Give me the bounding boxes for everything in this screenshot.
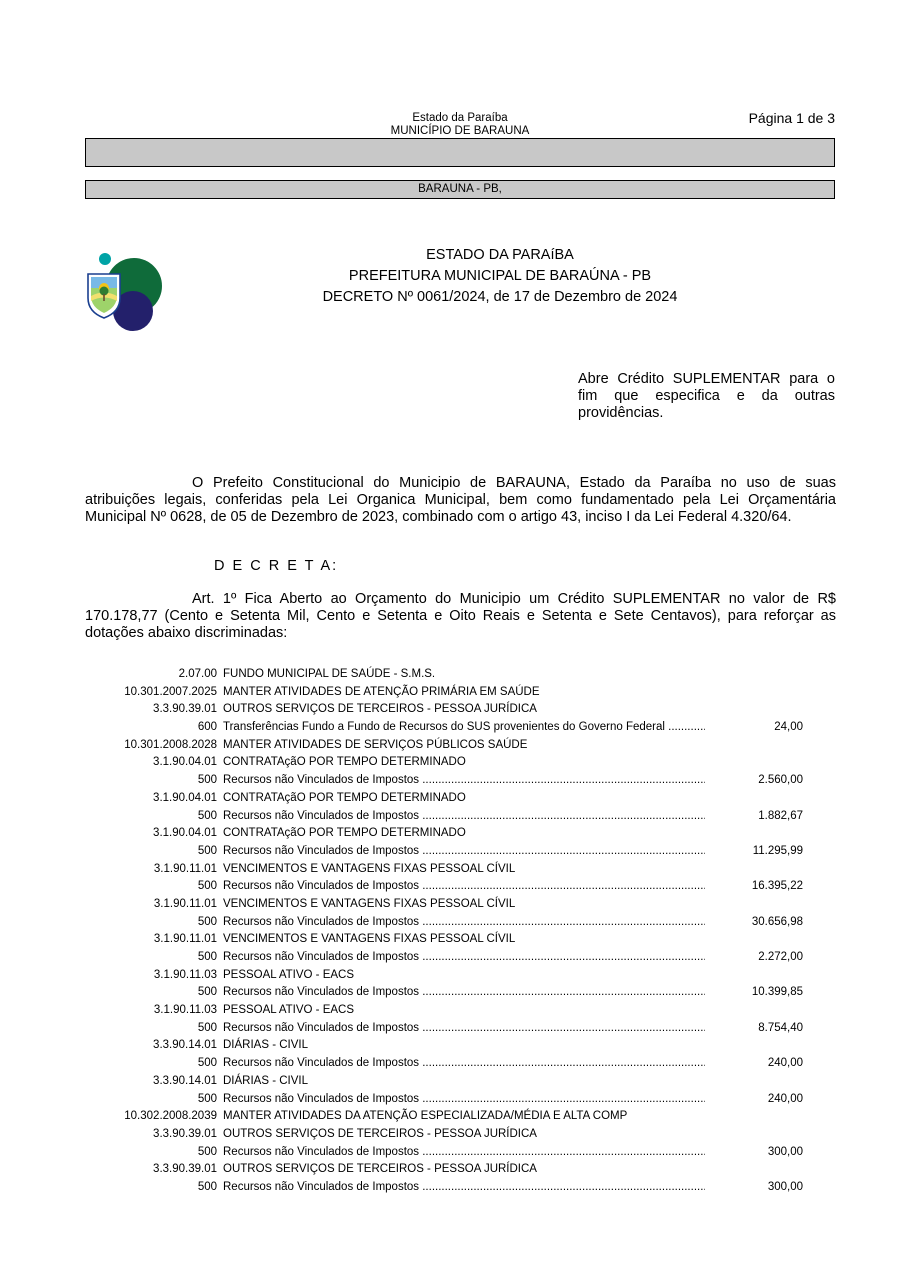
budget-code: 3.3.90.39.01 — [153, 1127, 217, 1140]
budget-description: DIÁRIAS - CIVIL — [223, 1074, 308, 1087]
budget-description: MANTER ATIVIDADES DE SERVIÇOS PÚBLICOS SAÚDE — [223, 738, 528, 751]
document-header — [360, 112, 560, 138]
page-number: Página 1 de 3 — [748, 110, 835, 126]
budget-source: Recursos não Vinculados de Impostos ..... — [223, 949, 705, 967]
budget-amount: 24,00 — [774, 721, 803, 734]
table-row — [0, 1108, 900, 1126]
budget-source: Recursos não Vinculados de Impostos ..... — [223, 843, 705, 861]
table-row — [0, 1091, 900, 1109]
budget-source: Recursos não Vinculados de Impostos ..... — [223, 772, 705, 790]
budget-code: 3.3.90.39.01 — [153, 703, 217, 716]
budget-description: PESSOAL ATIVO - EACS — [223, 1004, 355, 1017]
table-row — [0, 1055, 900, 1073]
budget-description: MANTER ATIVIDADES DA ATENÇÃO ESPECIALIZADA/MÉDIA E ALTA COMP — [223, 1110, 628, 1123]
budget-amount: 1.882,67 — [758, 809, 803, 822]
budget-code: 500 — [197, 809, 217, 822]
table-row — [0, 684, 900, 702]
table-row — [0, 666, 900, 684]
budget-source: Recursos não Vinculados de Impostos ..... — [223, 1020, 705, 1038]
budget-code: 3.3.90.14.01 — [153, 1074, 217, 1087]
budget-amount: 10.399,85 — [751, 986, 803, 999]
table-row — [0, 808, 900, 826]
budget-source: Recursos não Vinculados de Impostos ..... — [223, 878, 705, 896]
budget-description: CONTRATAçãO POR TEMPO DETERMINADO — [223, 791, 466, 804]
table-row — [0, 1144, 900, 1162]
decreta-heading: D E C R E T A: — [214, 558, 339, 574]
table-row — [0, 861, 900, 879]
budget-amount: 30.656,98 — [751, 915, 803, 928]
budget-description: OUTROS SERVIÇOS DE TERCEIROS - PESSOA JURÍDICA — [223, 1127, 537, 1140]
budget-description: DIÁRIAS - CIVIL — [223, 1039, 308, 1052]
state-line: Estado da Paraíba — [412, 112, 508, 124]
table-row — [0, 878, 900, 896]
table-row — [0, 790, 900, 808]
budget-description: VENCIMENTOS E VANTAGENS FIXAS PESSOAL CÍVIL — [223, 897, 516, 910]
table-row — [0, 825, 900, 843]
budget-code: 3.1.90.04.01 — [153, 827, 217, 840]
budget-description: VENCIMENTOS E VANTAGENS FIXAS PESSOAL CÍVIL — [223, 862, 516, 875]
budget-code: 3.1.90.11.01 — [153, 897, 217, 910]
budget-code: 3.1.90.11.03 — [153, 968, 217, 981]
budget-code: 3.1.90.11.01 — [153, 933, 217, 946]
table-row — [0, 1179, 900, 1197]
budget-code: 500 — [197, 951, 217, 963]
table-row — [0, 1073, 900, 1091]
budget-code: 3.1.90.04.01 — [153, 791, 217, 804]
budget-code: 3.3.90.39.01 — [153, 1163, 217, 1176]
budget-source: Recursos não Vinculados de Impostos ..... — [223, 1091, 705, 1109]
budget-code: 500 — [197, 774, 217, 787]
budget-code: 3.3.90.14.01 — [153, 1039, 217, 1052]
budget-code: 3.1.90.11.01 — [153, 862, 217, 875]
table-row — [0, 1037, 900, 1055]
table-row — [0, 772, 900, 790]
preamble: O Prefeito Constitucional do Municipio de BARAUNA, Estado da Paraíba no uso de suas atribuições legais, conferidas pela Lei Organica Municipal, bem como fundamentado pela Lei Orçamentária Municipal Nº 0628, de 05 de Dezembro de 2023, combinado com o artigo 43, inciso I da Lei Federal 4.320/64. — [85, 475, 836, 525]
table-row — [0, 949, 900, 967]
budget-code: 500 — [197, 844, 217, 857]
budget-code: 500 — [197, 915, 217, 928]
table-row — [0, 914, 900, 932]
table-row — [0, 737, 900, 755]
table-row — [0, 984, 900, 1002]
table-row — [0, 1002, 900, 1020]
budget-amount: 16.395,22 — [751, 880, 803, 893]
budget-code: 500 — [197, 986, 217, 999]
budget-description: CONTRATAçãO POR TEMPO DETERMINADO — [223, 756, 466, 769]
budget-code: 500 — [197, 1092, 217, 1105]
budget-source: Recursos não Vinculados de Impostos ..... — [223, 984, 705, 1002]
article-1: Art. 1º Fica Aberto ao Orçamento do Municipio um Crédito SUPLEMENTAR no valor de R$ 170.178,77 (Cento e Setenta Mil, Cento e Setenta e Oito Reais e Setenta e Sete Centavos), para reforçar as dotações abaixo discriminadas: — [85, 591, 836, 641]
budget-source: Recursos não Vinculados de Impostos ..... — [223, 808, 705, 826]
budget-code: 500 — [197, 880, 217, 893]
budget-source: Transferências Fundo a Fundo de Recursos do SUS provenientes do Governo Federal ..... — [223, 719, 705, 737]
title-decree-number: DECRETO Nº 0061/2024, de 17 de Dezembro de 2024 — [322, 289, 678, 305]
municipal-logo-icon — [84, 248, 170, 334]
budget-code: 500 — [197, 1180, 217, 1193]
budget-description: CONTRATAçãO POR TEMPO DETERMINADO — [223, 827, 466, 840]
table-row — [0, 1020, 900, 1038]
budget-source: Recursos não Vinculados de Impostos ..... — [223, 1055, 705, 1073]
table-row — [0, 1161, 900, 1179]
budget-code: 500 — [197, 1021, 217, 1034]
budget-code: 10.302.2008.2039 — [124, 1110, 217, 1123]
budget-source: Recursos não Vinculados de Impostos ..... — [223, 1179, 705, 1197]
budget-code: 3.1.90.04.01 — [153, 756, 217, 769]
budget-description: VENCIMENTOS E VANTAGENS FIXAS PESSOAL CÍVIL — [223, 933, 516, 946]
table-row — [0, 843, 900, 861]
budget-amount: 240,00 — [767, 1057, 803, 1070]
budget-description: OUTROS SERVIÇOS DE TERCEIROS - PESSOA JURÍDICA — [223, 703, 537, 716]
budget-description: PESSOAL ATIVO - EACS — [223, 968, 355, 981]
ementa: Abre Crédito SUPLEMENTAR para o fim que especifica e da outras providências. — [578, 371, 835, 421]
table-row — [0, 931, 900, 949]
budget-code: 10.301.2007.2025 — [124, 685, 217, 698]
budget-amount: 2.272,00 — [758, 951, 803, 963]
budget-code: 2.07.00 — [178, 668, 217, 680]
budget-source: Recursos não Vinculados de Impostos ..... — [223, 914, 705, 932]
table-row — [0, 967, 900, 985]
title-prefecture: PREFEITURA MUNICIPAL DE BARAÚNA - PB — [348, 268, 652, 284]
budget-source: Recursos não Vinculados de Impostos ..... — [223, 1144, 705, 1162]
header-gray-bar — [85, 138, 835, 167]
budget-code: 500 — [197, 1057, 217, 1070]
title-state: ESTADO DA PARAíBA — [426, 247, 574, 263]
budget-description: OUTROS SERVIÇOS DE TERCEIROS - PESSOA JURÍDICA — [223, 1163, 537, 1176]
table-row — [0, 701, 900, 719]
budget-amount: 11.295,99 — [752, 844, 803, 857]
table-row — [0, 896, 900, 914]
budget-amount: 300,00 — [767, 1180, 803, 1193]
budget-amount: 240,00 — [767, 1092, 803, 1105]
budget-code: 500 — [197, 1145, 217, 1158]
budget-code: 600 — [197, 721, 217, 734]
budget-amount: 2.560,00 — [758, 774, 803, 787]
budget-code: 10.301.2008.2028 — [124, 738, 217, 751]
municipality-line: MUNICÍPIO DE BARAUNA — [390, 125, 530, 137]
budget-amount: 300,00 — [767, 1145, 803, 1158]
budget-code: 3.1.90.11.03 — [153, 1004, 217, 1017]
decree-title — [250, 245, 750, 308]
table-row — [0, 754, 900, 772]
table-row — [0, 1126, 900, 1144]
budget-description: FUNDO MUNICIPAL DE SAÚDE - S.M.S. — [223, 668, 436, 680]
budget-amount: 8.754,40 — [758, 1021, 803, 1034]
city-bar: BARAUNA - PB, — [85, 180, 835, 199]
budget-description: MANTER ATIVIDADES DE ATENÇÃO PRIMÁRIA EM SAÚDE — [223, 685, 540, 698]
table-row — [0, 719, 900, 737]
budget-table — [0, 666, 900, 1197]
